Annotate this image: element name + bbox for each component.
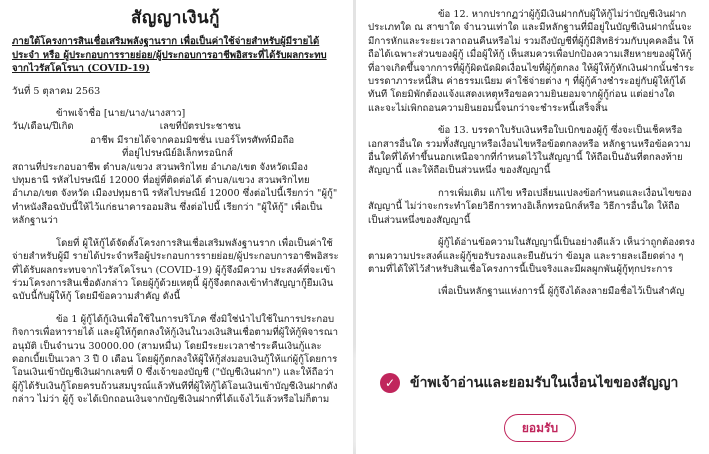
checkmark-icon: ✓ <box>384 376 396 390</box>
accept-bar <box>356 358 709 454</box>
clause-12: ข้อ 12. หากปรากฏว่าผู้กู้มีเงินฝากกับผู้ให้กู้ไม่ว่าบัญชีเงินฝากประเภทใด ณ สาขาใด จำนวนเท่าใด และมีหลักฐานที่มีอยู่ในบัญชีเงินฝากนั้นจะมีการหักและระยะเวลาถอนคืนหรือไม่ รวมถึงบัญชีที่ผู้กู้มีสิทธิร่วมกับบุคคลอื่น ให้ถือได้เฉพาะส่วนของผู้กู้ เมื่อผู้ให้กู้ เห็นสมควรเพื่อปกป้องความเสียหายของผู้ให้กู้ที่อาจเกิดขึ้นจากการที่ผู้กู้ผิดนัดผิดเงื่อนไขที่ผู้กู้ตกลง ให้ผู้ให้กู้หักเงินฝากนั้นชำระบรรดาภาระหนี้สิน ค่าธรรมเนียม ค่าใช้จ่ายต่าง ๆ ที่ผู้กู้ค้างชำระอยู่กับผู้ให้กู้ได้ทันที โดยมิพักต้องแจ้งแสดงเหตุหรือขอความยินยอมจากผู้กู้ก่อน แต่อย่างใด และจะไม่เพิกถอนความยินยอมนี้จนกว่าจะชำระหนี้เสร็จสิ้น <box>368 9 695 114</box>
accept-button[interactable]: ยอมรับ <box>504 414 576 442</box>
intro-paragraph: โดยที่ ผู้ให้กู้ได้จัดตั้งโครงการสินเชื่อเสริมพลังฐานราก เพื่อเป็นค่าใช้จ่ายสำหรับผู้มี รายได้ประจำหรือผู้ประกอบการรายย่อย/ผู้ประกอบการอาชีพอิสระที่ได้รับผลกระทบจากไวรัสโคโรนา (COVID-19) ผู้กู้จึงมีความ ประสงค์ที่จะเข้าร่วมโครงการสินเชื่อดังกล่าว โดยผู้กู้ด้วยเหตุนี้ ผู้กู้จึงตกลงเข้าทำสัญญากู้ยืมเงินฉบับนี้กับผู้ให้กู้ โดยมีข้อความสำคัญ ดังนี้ <box>12 237 339 303</box>
acknowledgement-paragraph: ผู้กู้ได้อ่านข้อความในสัญญานี้เป็นอย่างดีแล้ว เห็นว่าถูกต้องตรงตามความประสงค์และผู้กู้ขอรับรองและยืนยันว่า ข้อมูล และรายละเอียดต่าง ๆ ตามที่ได้ให้ไว้สำหรับสินเชื่อโครงการนี้เป็นจริงและมีผลผูกพันผู้กู้ทุกประการ <box>368 237 695 275</box>
amendment-paragraph: การเพิ่มเติม แก้ไข หรือเปลี่ยนแปลงข้อกำหนดและเงื่อนไขของสัญญานี้ ไม่ว่าจะกระทำโดยวิธีการทางอิเล็กทรอนิกส์หรือ วิธีการอื่นใด ให้ถือเป็นส่วนหนึ่งของสัญญานี้ <box>368 187 692 226</box>
accept-checkbox-row[interactable] <box>380 372 709 394</box>
contract-heading: ภายใต้โครงการสินเชื่อเสริมพลังฐานราก เพื่อเป็นค่าใช้จ่ายสำหรับผู้มีรายได้ประจำ หรือ ผู้ประกอบการรายย่อย/ผู้ประกอบการอาชีพอิสระที่ได้รับผลกระทบจากไวรัสโคโรนา (COVID-19) <box>12 36 327 75</box>
accept-checkbox-label[interactable]: ข้าพเจ้าอ่านและยอมรับในเงื่อนไขของสัญญา <box>410 375 679 391</box>
clause-1: ข้อ 1 ผู้กู้ได้กู้เงินเพื่อใช้ในการบริโภค ซึ่งมิใช่นำไปใช้ในการประกอบกิจการเพื่อหารายได้ และผู้ให้กู้ตกลงให้กู้เงินในวงเงินสินเชื่อตามที่ผู้ให้กู้พิจารณาอนุมัติ เป็นจำนวน 30000.00 (สามหมื่น) โดยมีระยะเวลาชำระคืนเงินกู้และดอกเบี้ยเป็นเวลา 3 ปี 0 เดือน โดยผู้กู้ตกลงให้ผู้ให้กู้ส่งมอบเงินกู้ให้แก่ผู้กู้โดยการโอนเงินเข้าบัญชีเงินฝากเลขที่ 0 ซึ่งเจ้าของบัญชี ("บัญชีเงินฝาก") และให้ถือว่าผู้กู้ได้รับเงินกู้โดยครบถ้วนสมบูรณ์แล้วทันทีที่ผู้ให้กู้ได้โอนเงินเข้าบัญชีเงินฝากดังกล่าว ไม่ว่า ผู้กู้ จะได้เบิกถอนเงินจากบัญชีเงินฝากที่ได้แจ้งไว้แล้วหรือไม่ก็ตาม <box>12 313 338 406</box>
dob-label: วัน/เดือน/ปีเกิด <box>12 121 74 133</box>
contract-date: วันที่ 5 ตุลาคม 2563 <box>12 85 101 97</box>
email-line: ที่อยู่ไปรษณีย์อิเล็กทรอนิกส์ <box>122 148 233 160</box>
closing-paragraph: เพื่อเป็นหลักฐานแห่งการนี้ ผู้กู้จึงได้ลงลายมือชื่อไว้เป็นสำคัญ <box>438 286 685 298</box>
contract-left-page[interactable] <box>0 0 353 454</box>
dob-id-line <box>12 120 339 133</box>
accept-checkbox[interactable] <box>380 373 400 393</box>
clause-13: ข้อ 13. บรรดาใบรับเงินหรือใบเบิกของผู้กู้ ซึ่งจะเป็นเช็คหรือเอกสารอื่นใด รวมทั้งสัญญาหรือเงื่อนไขหรือข้อตกลงหรือ หลักฐานหรือข้อความอื่นใดที่ได้ทำขึ้นนอกเหนือจากที่กำหนดไว้ในสัญญานี้ ให้ถือเป็นอันที่ตกลงท้ายสัญญานี้ และให้ถือเป็นส่วนหนึ่ง ของสัญญานี้ <box>368 125 691 177</box>
address-paragraph: สถานที่ประกอบอาชีพ ตำบล/แขวง สวนพริกไทย อำเภอ/เขต จังหวัดเมืองปทุมธานี รหัสไปรษณีย์ 12000 ที่อยู่ที่ติดต่อได้ ตำบล/แขวง สวนพริกไทย อำเภอ/เขต จังหวัด เมืองปทุมธานี รหัสไปรษณีย์ 12000 ซึ่งต่อไปนี้เรียกว่า "ผู้กู้" ทำหนังสือฉบับนี้ให้ไว้แก่ธนาคารออมสิน ซึ่งต่อไปนี้ เรียกว่า "ผู้ให้กู้" เพื่อเป็นหลักฐานว่า <box>12 161 338 227</box>
occupation-line: อาชีพ มีรายได้จากคอมมิชชั่น เบอร์โทรศัพท์มือถือ <box>90 134 295 146</box>
borrower-name-line: ข้าพเจ้าชื่อ [นาย/นาง/นางสาว] <box>56 108 186 120</box>
contract-title: สัญญาเงินกู้ <box>131 8 220 28</box>
id-label: เลขที่บัตรประชาชน <box>159 121 241 133</box>
